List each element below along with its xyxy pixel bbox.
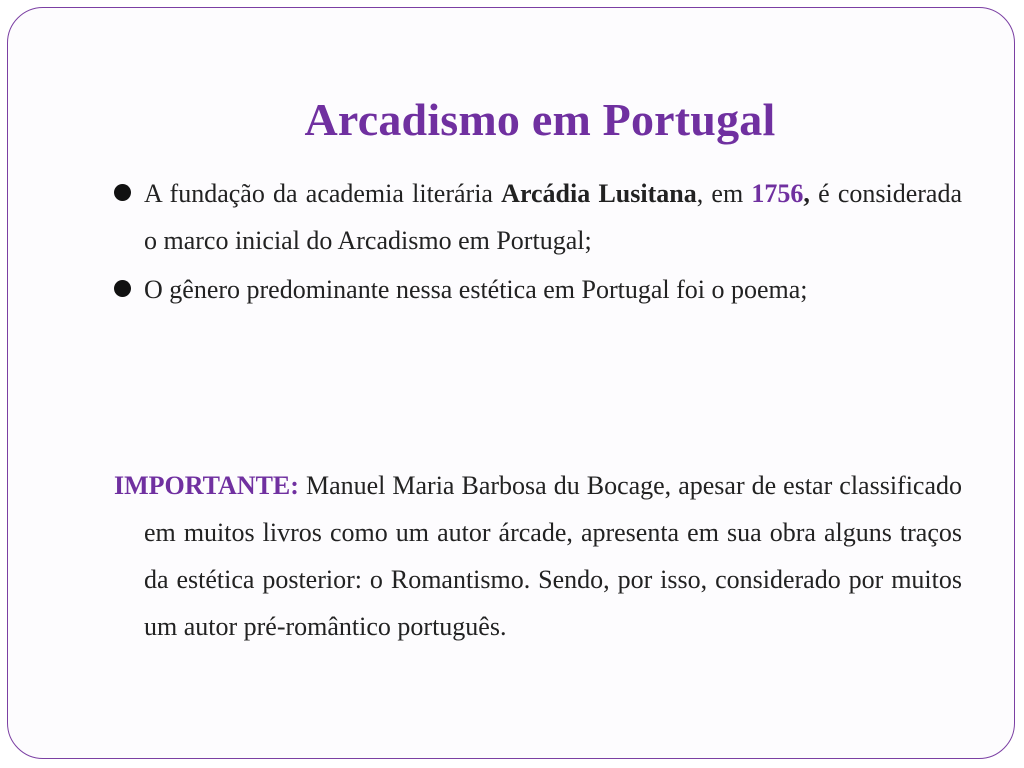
- bullet-text-part3: é considerada o marco inicial do Arcadismo em Portugal;: [144, 179, 963, 255]
- bullet-text-part1: A fundação da academia literária: [144, 179, 502, 208]
- important-note: [114, 462, 962, 650]
- bullet-dot-icon: [114, 184, 131, 201]
- founding-year: 1756: [751, 179, 804, 208]
- bullet-list: [114, 170, 962, 313]
- slide-title: Arcadismo em Portugal: [304, 94, 776, 145]
- year-comma: ,: [803, 179, 810, 208]
- bullet-text-part2: , em: [696, 179, 752, 208]
- important-label: IMPORTANTE:: [114, 471, 299, 500]
- bullet-dot-icon: [114, 280, 131, 297]
- important-text: Manuel Maria Barbosa du Bocage, apesar de estar classificado em muitos livros como um autor árcade, apresenta em sua obra alguns traços da estética posterior: o Romantismo. Sendo, por isso, considerado por muitos um autor pré-romântico português.: [144, 471, 962, 641]
- arcadia-lusitana-name: Arcádia Lusitana: [501, 179, 697, 208]
- bullet-text: O gênero predominante nessa estética em Portugal foi o poema;: [144, 275, 808, 304]
- bullet-item-genero: [114, 266, 962, 313]
- bullet-item-arcadia: [114, 170, 962, 264]
